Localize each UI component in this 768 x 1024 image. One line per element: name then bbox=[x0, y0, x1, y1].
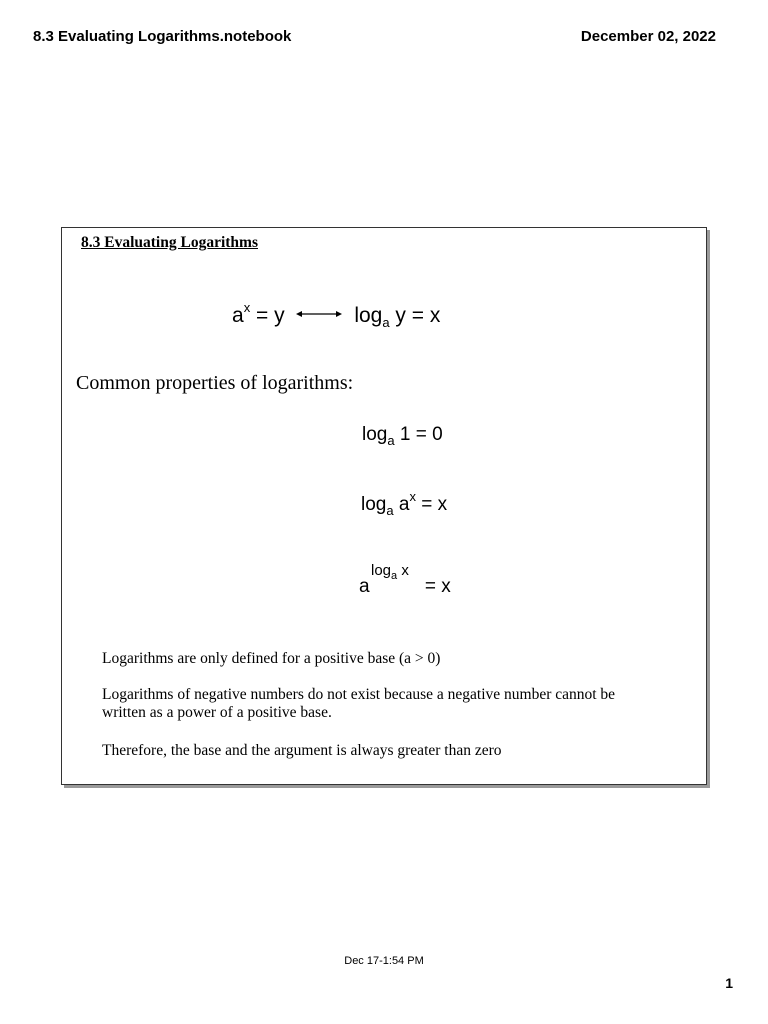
property-log-one bbox=[362, 424, 443, 446]
page-number: 1 bbox=[725, 975, 733, 991]
header-date: December 02, 2022 bbox=[580, 28, 716, 45]
property1-rest: 1 = 0 bbox=[394, 424, 443, 445]
note-negative-numbers: Logarithms of negative numbers do not exist because a negative number cannot be written as a power of a positive base. bbox=[102, 686, 616, 721]
property-log-power bbox=[361, 488, 448, 518]
property3-base: a bbox=[359, 576, 370, 597]
property-power-log bbox=[359, 562, 451, 598]
definition-equation bbox=[232, 300, 441, 331]
property1-log: log bbox=[362, 424, 388, 445]
property2-log: log bbox=[361, 494, 387, 515]
notebook-title: 8.3 Evaluating Logarithms.notebook bbox=[33, 28, 292, 45]
double-arrow-icon bbox=[296, 309, 342, 319]
note-greater-than-zero: Therefore, the base and the argument is always greater than zero bbox=[102, 742, 502, 759]
slide-timestamp: Dec 17-1:54 PM bbox=[344, 955, 424, 967]
definition-right-subscript: a bbox=[382, 315, 390, 331]
definition-left-exponent: x bbox=[243, 300, 251, 315]
common-properties-heading: Common properties of logarithms: bbox=[76, 372, 354, 394]
property3-exp-log: log bbox=[371, 562, 392, 579]
slide-title: 8.3 Evaluating Logarithms bbox=[81, 234, 258, 251]
property2-base: a bbox=[393, 494, 410, 515]
property3-exponent bbox=[371, 562, 409, 582]
definition-left-rest: = y bbox=[250, 304, 285, 327]
definition-right-log: log bbox=[354, 304, 383, 327]
note-positive-base: Logarithms are only defined for a positive base (a > 0) bbox=[102, 650, 441, 667]
property2-rest: = x bbox=[415, 494, 448, 515]
property3-rest: = x bbox=[424, 576, 451, 597]
property2-exponent: x bbox=[409, 488, 416, 504]
definition-left-base: a bbox=[232, 304, 244, 327]
property2-subscript: a bbox=[386, 502, 394, 518]
property1-subscript: a bbox=[387, 432, 395, 448]
definition-right-rest: y = x bbox=[389, 304, 441, 327]
property3-power bbox=[359, 562, 409, 598]
slide-page bbox=[61, 227, 707, 785]
property3-exp-x: x bbox=[397, 562, 409, 579]
property3-exp-subscript: a bbox=[391, 570, 398, 582]
